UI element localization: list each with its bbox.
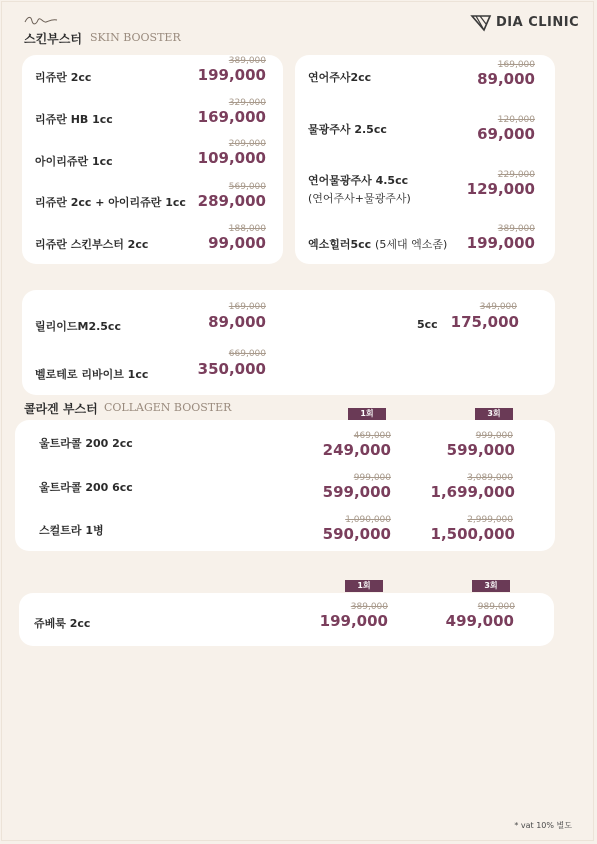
item-name: 5cc — [417, 318, 438, 331]
old-price: 120,000 — [497, 115, 535, 125]
old-price-3: 999,000 — [475, 431, 513, 441]
item-name: 연어주사2cc — [308, 71, 372, 84]
tag-3-sessions: 3회 — [475, 408, 513, 420]
tag-1-session: 1회 — [345, 580, 383, 592]
collagen-section-title-en: COLLAGEN BOOSTER — [104, 401, 232, 414]
diamond-logo-icon — [470, 14, 492, 32]
old-price-1: 999,000 — [353, 473, 391, 483]
item-name: 울트라콜 200 6cc — [39, 481, 133, 494]
sale-price: 199,000 — [197, 66, 266, 84]
old-price: 169,000 — [497, 60, 535, 70]
brand-name: DIA CLINIC — [496, 15, 580, 30]
old-price: 209,000 — [228, 139, 266, 149]
collagen-section-title-ko: 콜라겐 부스터 — [24, 402, 98, 416]
item-name: 리쥬란 2cc — [35, 71, 92, 84]
item-title: 엑소힐러5cc — [308, 238, 372, 251]
collagen-card — [15, 420, 555, 551]
sale-price: 109,000 — [197, 149, 266, 167]
old-price-1: 469,000 — [353, 431, 391, 441]
item-name: 리쥬란 스킨부스터 2cc — [35, 238, 149, 251]
old-price: 669,000 — [228, 349, 266, 359]
juvelook-card — [19, 593, 554, 646]
sale-price-3: 599,000 — [446, 441, 515, 459]
sale-price: 69,000 — [477, 125, 535, 143]
sale-price: 169,000 — [197, 108, 266, 126]
old-price-3: 2,999,000 — [467, 515, 513, 525]
item-name: 물광주사 2.5cc — [308, 123, 387, 136]
item-name: 릴리이드M2.5cc — [35, 320, 121, 333]
item-name: 리쥬란 2cc + 아이리쥬란 1cc — [35, 196, 186, 209]
item-subtitle: (5세대 엑소좀) — [375, 238, 448, 251]
sale-price: 175,000 — [450, 313, 519, 331]
sale-price: 199,000 — [466, 234, 535, 252]
mid-card — [22, 290, 555, 395]
item-name — [308, 172, 411, 206]
sale-price-3: 1,699,000 — [430, 483, 515, 501]
sale-price: 289,000 — [197, 192, 266, 210]
old-price: 349,000 — [479, 302, 517, 312]
old-price-1: 1,090,000 — [345, 515, 391, 525]
sale-price-1: 590,000 — [322, 525, 391, 543]
old-price: 229,000 — [497, 170, 535, 180]
item-name — [308, 236, 447, 252]
item-name: 스컬트라 1병 — [39, 524, 104, 537]
sale-price-3: 499,000 — [445, 612, 514, 630]
old-price-3: 989,000 — [477, 602, 515, 612]
item-subtitle: (연어주사+물광주사) — [308, 192, 411, 205]
sale-price: 129,000 — [466, 180, 535, 198]
old-price: 389,000 — [497, 224, 535, 234]
item-name: 벨로테로 리바이브 1cc — [35, 368, 149, 381]
old-price-1: 389,000 — [350, 602, 388, 612]
skin-left-card — [22, 55, 283, 264]
item-name: 울트라콜 200 2cc — [39, 437, 133, 450]
item-title: 연어물광주사 4.5cc — [308, 174, 409, 187]
tag-3-sessions: 3회 — [472, 580, 510, 592]
tag-1-session: 1회 — [348, 408, 386, 420]
item-name: 쥬베룩 2cc — [34, 617, 91, 630]
skin-section-title-en: SKIN BOOSTER — [90, 31, 181, 44]
sale-price: 89,000 — [477, 70, 535, 88]
sale-price: 99,000 — [208, 234, 266, 252]
sale-price-1: 199,000 — [319, 612, 388, 630]
vat-note: * vat 10% 별도 — [514, 821, 572, 830]
sale-price: 89,000 — [208, 313, 266, 331]
old-price: 169,000 — [228, 302, 266, 312]
old-price-3: 3,089,000 — [467, 473, 513, 483]
old-price: 188,000 — [228, 224, 266, 234]
old-price: 569,000 — [228, 182, 266, 192]
sale-price-1: 599,000 — [322, 483, 391, 501]
sale-price: 350,000 — [197, 360, 266, 378]
old-price: 329,000 — [228, 98, 266, 108]
old-price: 389,000 — [228, 56, 266, 66]
sale-price-3: 1,500,000 — [430, 525, 515, 543]
item-name: 리쥬란 HB 1cc — [35, 113, 113, 126]
flourish-icon — [24, 14, 58, 28]
skin-right-card — [295, 55, 555, 264]
sale-price-1: 249,000 — [322, 441, 391, 459]
item-name: 아이리쥬란 1cc — [35, 155, 113, 168]
skin-section-title-ko: 스킨부스터 — [24, 32, 82, 46]
